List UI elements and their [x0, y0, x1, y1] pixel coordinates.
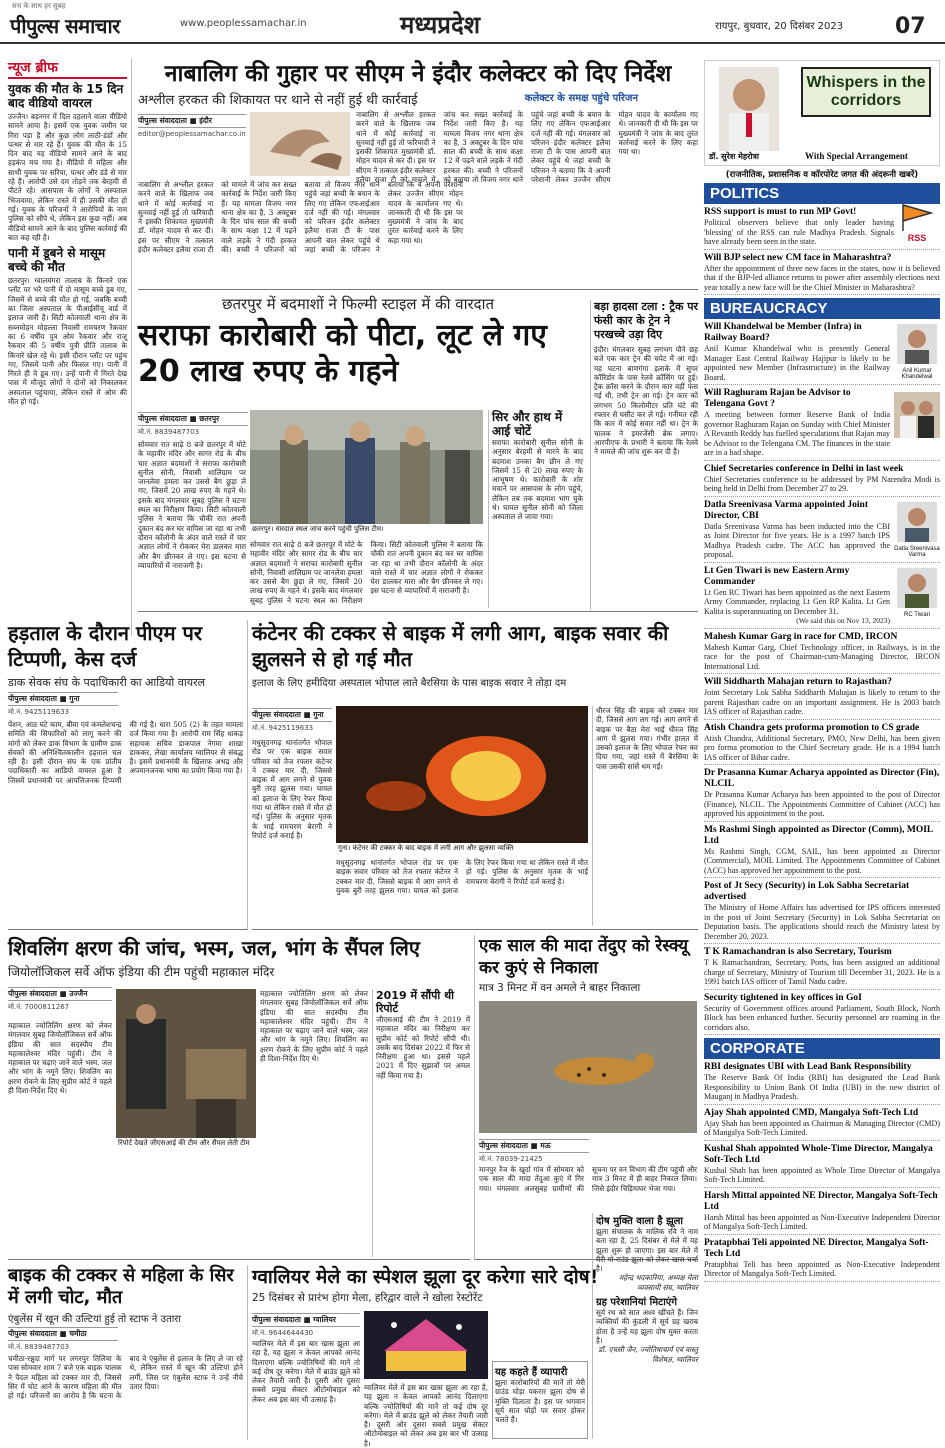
saffron-flag-icon — [899, 203, 935, 231]
article-leopard: एक साल की मादा तेंदुए को रेस्क्यू कर कुएं से निकाला मात्र 3 मिनट में वन अमले ने बाहर निकाला पीपुल्स संवाददाता ■ मऊ मो.नं. 78039-21425 मानपुर रेंज के खुर्दा गांव में सोमवार को एक साल की मादा तेंदुआ कुएं में गिर गया। मंगलवार अलसुबह ग्रामीणों की सूचना पर वन विभाग की टीम पहुंची और मात्र 3 मिनट में ही बाहर निकाल लिया। जिसे इंदौर चिड़ियाघर भेजा गया। — [474, 935, 698, 1260]
article-bike-woman: बाइक की टक्कर से महिला के सिर में लगी चोट, मौत एंबुलेंस में खून की उल्टियां हुई तो स्टाफ ने उतारा पीपुल्स संवाददाता ■ चमीठा मो.नं. 8839487703 चमीठा-रन्नुदा मार्ग पर लगरपुर तिलिया के पास सोमवार शाम 7 बजे एक बाइक चालक ने पैदल महिला को टक्कर मार दी, जिससे सिर में चोट आने के कारण महिला की मौत हो गई। परिजनों का आरोप है कि घटना के बाद वे एंबुलेंस से इलाज के लिए ले जा रहे थे, लेकिन रास्ते में खून की उल्टियां होने लगीं, जिस पर एंबुलेंस स्टाफ ने उन्हें नीचे उतार दिया। — [8, 1265, 248, 1440]
news-text: Chief Secretaries conference to be addressed by PM Narendra Modi is being held in Delhi from December 27 to 29. — [704, 474, 940, 493]
article-body: नाबालिग से अश्लील हरकत करने वाले के खिलाफ जब थाने में कोई कार्रवाई ना सुनवाई नहीं हुई तो फरियादी ने इसकी शिकायत मुख्यमंत्री डॉ. मोहन यादव से कर दी। इस पर सीएम ने तत्काल इंदौर कलेक्टर इलैया राजा टी को मामले में जांच कर सख्त कार्रवाई के निर्देश जारी किए हैं। यह मामला विजय नगर थाना क्षेत्र का है, 3 अक्टूबर के दिन पांच साल की बच्ची के साथ कक्षा 12 में पढ़ने वाले लड़के ने गंदी हरकत की। बच्ची ने परिजनों को बताया तो विजय नगर थाने पहुंचे जहां बच्ची के बयान के लिए गए लेकिन एफआईआर दर्ज नहीं की गई। मंगलवार को परिजन इंदौर कलेक्टर इलैया राजा टी के पास आपनी बात लेकर पहुंचे थे जहां बच्ची के परिजन ने बताया कि वे अपनी परेशानी लेकर उज्जैन सीएम मोहन यादव के कार्यालय गए थे। जानकारी दी थी कि इस पर मुख्यमंत्री ने जांच के बाद तुरंत कार्रवाई करने के लिए कहा गया था। — [138, 180, 463, 255]
news-headline[interactable]: RBI designates UBI with Lead Bank Responsibility — [704, 1062, 912, 1072]
news-text: Ajay Shah has been appointed as Chairman & Managing Director (CMD) of Mangalya Soft-Tech Limited. — [704, 1118, 940, 1137]
news-headline[interactable]: Dr Prasanna Kumar Acharya appointed as Director (Fin), NLCIL — [704, 768, 940, 789]
photo-label: RC Tiwari — [903, 611, 930, 618]
sidebar-headline[interactable]: 2019 में सौंपी थी रिपोर्ट — [376, 989, 454, 1015]
news-headline[interactable]: Security tightened in key offices in GoI — [704, 992, 862, 1003]
news-headline[interactable]: Ajay Shah appointed CMD, Mangalya Soft-Tech Ltd — [704, 1107, 919, 1118]
article-kicker: कलेक्टर के समक्ष पहुंचे परिजन — [524, 93, 638, 104]
leopard-photo-image — [479, 1001, 697, 1133]
news-headline[interactable]: Will Siddharth Mahajan return to Rajasthan? — [704, 677, 892, 687]
sidebar-text: झूला कारोबारियों की मानें तो मेरी ग्राउंड घोड़ा यकरार झूला दोष से मुक्ति दिलाता है। इस पर भगवान सूर्य सात घोड़ों पर सवार होकर चलते हैं। — [495, 1378, 585, 1425]
sidebar-text: सूर्य रथ को सात अश्व खींचते हैं। जिन व्यक्तियों की कुंडली में सूर्य ग्रह खराब होता है उन्हें यह झूला दोष मुक्त करता है। — [596, 1308, 698, 1345]
byline: पीपुल्स संवाददाता — [252, 1315, 301, 1324]
news-brief-label: न्यूज ब्रीफ — [8, 58, 127, 79]
article-shivling: शिवलिंग क्षरण की जांच, भस्म, जल, भांग के सैंपल लिए जियोलॉजिकल सर्वे ऑफ इंडिया की टीम पहुंची महाकाल मंदिर पीपुल्स संवाददाता ■ उज्जैन मो.नं. 7000811267 रिपोर्ट देखते जीएसआई की टीम और सैंपल लेती टीम महाकाल ज्योतिलिंग क्षरण को लेकर मंगलवार सुबह जियोलॉजिकल सर्वे ऑफ इंडिया की सात सदस्यीय टीम महाकालेश्वर मंदिर पहुंची। टीम ने महाकाल पर चढ़ाए जाने वाले भस्म, जल और भांग के नमूने लिए। शिवलिंग का क्षरण रोकने के लिए सुप्रीम कोर्ट ने पहले ही दिशा-निर्देश दिए थे। महाकाल ज्योतिलिंग क्षरण को लेकर मंगलवार सुबह जियोलॉजिकल सर्वे ऑफ इंडिया की सात सदस्यीय टीम महाकालेश्वर मंदिर पहुंची। टीम ने महाकाल पर चढ़ाए जाने वाले भस्म, जल और भांग के नमूने लिए। शिवलिंग का क्षरण रोकने के लिए सुप्रीम कोर्ट ने पहले ही दिशा-निर्देश दिए थे। 2019 में सौंपी थी रिपोर्ट जीएसआई की टीम ने 2019 में महाकाल मंदिर का निरीक्षण कर सुप्रीम कोर्ट को रिपोर्ट सौंपी थी। उसके बाद दिसंबर 2022 में फिर से निरीक्षण हुआ था। इससे पहले 2021 में दिए सुझावों पर अमल नहीं किया गया है। — [8, 935, 470, 1260]
news-text: Anil Kumar Khandelwal who is presently General Manager East Central Railway Hajipur is likely to be appointed new Member (Infrastructure) in the Railway Board. — [704, 344, 890, 382]
fire-accident-photo — [336, 706, 588, 854]
news-headline[interactable]: Will Khandelwal be Member (Infra) in Railway Board? — [704, 322, 862, 343]
byline: पीपुल्स संवाददाता — [479, 1141, 528, 1150]
article-body: मधुसूदनगढ़ थानांतर्गत भोपाल रोड पर एक बाइक सवार परिवार को तेज रफ्तार कंटेनर ने टक्कर मार दी, जिससे बाइक में आग लगने से युवक बुरी तरह झुलस गया। घायल को इलाज के लिए रेफर किया गया था लेकिन रास्ते में मौत हो गई। पुलिस के अनुसार मृतक के भाई रामचरण बेरागी ने रिपोर्ट दर्ज कराई है। — [252, 738, 332, 840]
news-text: The Ministry of Home Affairs has advertised for IPS officers interested in the post of Joint Secretary (Security) in Lok Sabha Secretariat on Deputation basis. The applications should reach the Ministry latest by December 20, 2023. — [704, 903, 940, 941]
article-headline[interactable]: ग्वालियर मेले का स्पेशल झूला दूर करेगा सारे दोष! — [252, 1266, 599, 1288]
article-subhead: जियोलॉजिकल सर्वे ऑफ इंडिया की टीम पहुंची महाकाल मंदिर — [8, 965, 275, 979]
fire-photo-image — [336, 706, 588, 854]
leopard-rescue-photo — [479, 1001, 697, 1133]
news-text: T K Ramachandran, Secretary, Ports, has been assigned an additional charge of Secretary, Ministry of Tourism till December 31, 2023. He is a 1991 batch IAS officer of Tamil Nadu cadre. — [704, 958, 940, 986]
meeting-photo — [894, 392, 940, 438]
byline: पीपुल्स संवाददाता — [8, 1329, 57, 1338]
quote-author: डॉ. एचसी जैन, ज्योतिषाचार्य एवं वास्तु विशेषज्ञ, ग्वालियर — [598, 1345, 698, 1364]
news-headline[interactable]: RSS support is must to run MP Govt! — [704, 207, 857, 217]
article-body-continued: महाकाल ज्योतिलिंग क्षरण को लेकर मंगलवार सुबह जियोलॉजिकल सर्वे ऑफ इंडिया की सात सदस्यीय टीम महाकालेश्वर मंदिर पहुंची। टीम ने महाकाल पर चढ़ाए जाने वाले भस्म, जल और भांग के नमूने लिए। शिवलिंग का क्षरण रोकने के लिए सुप्रीम कोर्ट ने पहले ही दिशा-निर्देश दिए थे। — [260, 989, 368, 1064]
article-kicker: छतरपुर में बदमाशों ने फिल्मी स्टाइल में की वारदात — [221, 295, 495, 313]
news-text: Political observers believe that only leader having 'blessing' of the RSS can rule Madhya Pradesh. Signals have already been seen in the state. — [704, 218, 894, 246]
news-headline[interactable]: Post of Jt Secy (Security) in Lok Sabha Secretariat advertised — [704, 881, 910, 902]
news-headline[interactable]: Will BJP select new CM face in Maharashtra? — [704, 252, 892, 263]
newspaper-logo[interactable]: पीपुल्स समाचार — [10, 14, 120, 38]
news-text: Kushal Shah has been appointed as Whole Time Director of Mangalya Soft-Tech Limited. — [704, 1165, 940, 1184]
inspection-photo-image — [116, 989, 256, 1149]
byline-place: चमीठा — [69, 1329, 87, 1338]
news-text: A meeting between former Reserve Bank of India governor Raghuram Rajan on Sunday with Chief Minister A Revanth Reddy has fuelled speculations that Rajan may be Advisor to the Telengana CM. The finances in the state are in a bad shape. — [704, 410, 890, 457]
article-chhatarpur: छतरपुर में बदमाशों ने फिल्मी स्टाइल में की वारदात सराफा कारोबारी को पीटा, लूट ले गए 20 लाख रुपए के गहने पीपुल्स संवाददाता ■ छतरपुर मो.नं. 8839487703 छतरपुर। वारदात स्थल जांच करने पहुंची पुलिस टीम। सोमवार रात साढ़े 8 बजे छतरपुर में मोटे के महावीर मंदिर और सागर रोड के बीच चार अज्ञात बदमाशों ने सराफा कारोबारी सुनील सोनी, निवासी शालिग्राम पर जानलेवा हमला कर उससे बैग छुड़ा ले गए, जिसमें 20 लाख रुपए के गहने थे। इसके बाद मंगलवार सुबह पुलिस ने घटना स्थल का निरीक्षण किया। सिटी कोतवाली पुलिस ने बताया कि चौकी रात अपनी दुकान बंद कर घर वापिस जा रहा था तभी दौरान कॉलोनी के अंदर वाले रास्ते में चार अज्ञात लोगों ने रोककर घेरा डालकर मारा और बैग छीनकर ले गए। इस घटना से व्यापारियों में नाराजगी है। सोमवार रात साढ़े 8 बजे छतरपुर में मोटे के महावीर मंदिर और सागर रोड के बीच चार अज्ञात बदमाशों ने सराफा कारोबारी सुनील सोनी, निवासी शालिग्राम पर जानलेवा हमला कर उससे बैग छुड़ा ले गए, जिसमें 20 लाख रुपए के गहने थे। इसके बाद मंगलवार सुबह पुलिस ने घटना स्थल का निरीक्षण किया। सिटी कोतवाली पुलिस ने बताया कि चौकी रात अपनी दुकान बंद कर घर वापिस जा रहा था तभी दौरान कॉलोनी के अंदर वाले रास्ते में चार अज्ञात लोगों ने रोककर घेरा डालकर मारा और बैग छीनकर ले गए। इस घटना से व्यापारियों में नाराजगी है। सिर और हाथ में आई चोटें सराफा कारोबारी सुनील सोनी के अनुसार बेरहमी से मारने के बाद बदमाश उनका बैग छीन ले गए जिसमें 15 से 20 लाख रुपए के आभूषण थे। कारोबारी के शोर मचाने पर आसपास के लोग पहुंचे, लेकिन तब तक बदमाश भाग चुके थे। घायल सुनील सोनी को जिला अस्पताल ले जाया गया। — [138, 292, 698, 612]
news-headline[interactable]: Pratapbhai Teli appointed NE Director, Mangalya Soft-Tech Ltd — [704, 1237, 929, 1259]
fair-ride-photo — [364, 1311, 488, 1379]
news-text: Dr Prasanna Kumar Acharya has been appointed to the post of Director (Finance), NLCIL. The Appointments Committee of Cabinet (ACC) has approved his appointment to the post. — [704, 790, 940, 818]
news-brief-column — [8, 58, 132, 636]
sidebar-headline[interactable]: यह कहते हैं व्यापारी — [495, 1367, 568, 1378]
sidebar-strap: (राजनीतिक, प्रशासनिक व कॉरपोरेट जगत की अंदरूनी खबरें) — [725, 170, 919, 180]
sidebar-headline[interactable]: दोष मुक्ति वाला है झूला — [596, 1216, 683, 1227]
sidebar-headline[interactable]: सिर और हाथ में आई चोटें — [492, 410, 563, 438]
article-headline[interactable]: हड़ताल के दौरान पीएम पर टिप्पणी, केस दर्ज — [8, 621, 203, 671]
byline-place: गुना — [313, 710, 324, 719]
news-text: Pratapbhai Teli has been appointed as Non-Executive Independent Director of Mangalya Soft-Tech Limited. — [704, 1259, 940, 1278]
byline: पीपुल्स संवाददाता — [8, 989, 57, 998]
article-headline[interactable]: बाइक की टक्कर से महिला के सिर में लगी चोट, मौत — [8, 1265, 234, 1308]
byline-mobile: मो.नं. 9425119633 — [252, 724, 314, 732]
photo-caption: गुना। कंटेनर की टक्कर के बाद बाइक में लगी आग और झुलसा व्यक्ति — [336, 843, 588, 854]
website-link[interactable]: www.peoplessamachar.in — [180, 18, 307, 29]
byline-mobile: मो.नं. 8839487703 — [138, 428, 200, 436]
news-text: Datla Sreenivasa Varma has been inducted into the CBI as Joint Director for five years. He is a 1997 batch IPS Madhya Pradesh cadre. The ACC has approved the proposal. — [704, 521, 890, 559]
photo-caption: छतरपुर। वारदात स्थल जांच करने पहुंची पुलिस टीम। — [250, 524, 483, 535]
article-headline[interactable]: एक साल की मादा तेंदुए को रेस्क्यू कर कुएं से निकाला — [479, 936, 688, 978]
news-text: Atish Chandra, Additional Secretary, PMO, New Delhi, has been given pro forma promotion to the Chief Secretary grade. He is a 1994 batch IAS officer of Bihar cadre. — [704, 733, 940, 762]
article-subhead: अश्लील हरकत की शिकायत पर थाने से नहीं हुई थी कार्रवाई — [138, 93, 418, 108]
article-body-continued: नाबालिग से अश्लील हरकत करने वाले के खिलाफ जब थाने में कोई कार्रवाई ना सुनवाई नहीं हुई तो फरियादी ने इसकी शिकायत मुख्यमंत्री डॉ. मोहन यादव से कर दी। इस पर सीएम ने तत्काल इंदौर कलेक्टर इलैया राजा टी को मामले में जांच कर सख्त कार्रवाई के निर्देश जारी किए हैं। यह मामला विजय नगर थाना क्षेत्र का है, 3 अक्टूबर के दिन पांच साल की बच्ची के साथ कक्षा 12 में पढ़ने वाले लड़के ने गंदी हरकत की। बच्ची ने परिजनों को बताया तो विजय नगर थाने पहुंचे जहां बच्ची के बयान के लिए गए लेकिन एफआईआर दर्ज नहीं की गई। मंगलवार को परिजन इंदौर कलेक्टर इलैया राजा टी के पास आपनी बात लेकर पहुंचे थे जहां बच्ची के परिजन ने बताया कि वे अपनी परेशानी लेकर उज्जैन सीएम मोहन यादव के कार्यालय गए थे। जानकारी दी थी कि इस पर मुख्यमंत्री ने जांच के बाद तुरंत कार्रवाई करने के लिए कहा गया था। — [356, 110, 698, 185]
dateline: रायपुर, बुधवार, 20 दिसंबर 2023 — [715, 21, 844, 32]
brief-headline[interactable]: युवक की मौत के 15 दिन बाद वीडियो वायरल — [8, 82, 124, 110]
byline-mobile: मो.नं. 9644644430 — [252, 1329, 314, 1337]
article-train — [590, 300, 698, 610]
quote-author: महेन्द्र भदकारिया, अध्यक्ष मेला व्यवसायी संघ, ग्वालियर — [619, 1273, 698, 1292]
article-body-side: धीरज सिंह की बाइक को टक्कर मार दी, जिससे आग लग गई। आग लगने से बाइक पर बैठा मेरा भाई धीरज सिंह आग में झुलस गया। गंभीर हालत में उसको इलाज के लिए भोपाल रेफर कर दिया गया, जहां रास्ते में बैरसिया के पास उसकी सांसें थम गईं। — [592, 706, 698, 926]
news-text: Security of Government offices around Parliament, South Block, North Block has been enhanced further. Security personnel are roaming in the corridors also. — [704, 1003, 940, 1032]
arrangement-note: With Special Arrangement — [805, 151, 908, 161]
police-photo-image — [250, 410, 483, 535]
masthead — [0, 0, 945, 44]
news-text: Joint Secretary Lok Sabha Siddharth Mahajan is likely to return to the parent Rajasthan cadre on an important assignment. He is 2003 batch IAS officer of Rajasthan cadre. — [704, 688, 940, 716]
whispers-banner — [704, 60, 940, 166]
article-headline[interactable]: नाबालिग की गुहार पर सीएम ने इंदौर कलेक्टर को दिए निर्देश — [164, 61, 672, 87]
brief-text: उज्जैन। बड़नगर में दिल दहलाने वाला वीडियो सामने आया है। इसमें एक युवक जमीन पर गिरा पड़ा है और कुछ लोग लाठी-डंडों और पत्थर से मार रहे हैं। युवक की मौत के 15 दिन बाद यह वीडियो सामने आने के बाद हड़कंप मच गया है। वीडियो में महिला और साथी युवक पर सरिया, पत्थर और डंडे से मार रहे हैं। आरोपी उसे दम तोड़ने तक बेरहमी से पीटते रहे। आसपास के लोगों ने अस्पताल भिजवाया, लेकिन रास्ते में ही उसकी मौत हो गई। युवक के परिजनों ने आरोपियों के नाम पुलिस को सौंपे थे, लेकिन इस कुछ नहीं। अब वीडियो सामने आने के बाद पुलिस कार्रवाई की बात कह रही है। — [8, 112, 127, 242]
section-title: मध्यप्रदेश — [400, 10, 481, 39]
sidebar-text: झूला संचालक के मालिक रवि ने नाम बता रहा है, 25 दिसंबर से मेले में यह झूला शुरू हो जाएगा। इस बार मेले में मैरी गो-राउंड झूला को लेकर खास चर्चा है। — [596, 1227, 698, 1274]
person-portrait — [897, 568, 937, 608]
article-body: चमीठा-रन्नुदा मार्ग पर लगरपुर तिलिया के पास सोमवार शाम 7 बजे एक बाइक चालक ने पैदल महिला को टक्कर मार दी, जिससे सिर में चोट आने के कारण महिला की मौत हो गई। परिजनों का आरोप है कि घटना के बाद वे एंबुलेंस से इलाज के लिए ले जा रहे थे, लेकिन रास्ते में खून की उल्टियां होने लगीं, जिस पर एंबुलेंस स्टाफ ने उन्हें नीचे उतार दिया। — [8, 1354, 243, 1401]
article-subhead: मात्र 3 मिनट में वन अमले ने बाहर निकाला — [479, 982, 641, 994]
news-headline[interactable]: Atish Chandra gets proforma promotion to CS grade — [704, 722, 920, 733]
news-text: Lt Gen RC Tiwari has been appointed as the next Eastern Army Commander, replacing Lt Gen RP Kalita. Lt Gen Kalita is superannuating on December 31. — [704, 587, 890, 616]
article-subhead: एंबुलेंस में खून की उल्टियां हुई तो स्टाफ ने उतारा — [8, 1314, 181, 1325]
article-body: महाकाल ज्योतिलिंग क्षरण को लेकर मंगलवार सुबह जियोलॉजिकल सर्वे ऑफ इंडिया की सात सदस्यीय टीम महाकालेश्वर मंदिर पहुंची। टीम ने महाकाल पर चढ़ाए जाने वाले भस्म, जल और भांग के नमूने लिए। शिवलिंग का क्षरण रोकने के लिए सुप्रीम कोर्ट ने पहले ही दिशा-निर्देश दिए थे। — [8, 1021, 112, 1096]
news-headline[interactable]: Ms Rashmi Singh appointed as Director (Comm), MOIL Ltd — [704, 824, 933, 846]
temple-inspection-photo — [116, 989, 256, 1149]
brief-headline[interactable]: पानी में डूबने से मासूम बच्चे की मौत — [8, 246, 106, 275]
news-text: Ms Rashmi Singh, CGM, SAIL, has been appointed as Director (Commercial), MOIL Limited. The Appointments Committee of Cabinet (ACC) has approved her appointment to the post. — [704, 846, 940, 875]
sidebar-text: सराफा कारोबारी सुनील सोनी के अनुसार बेरहमी से मारने के बाद बदमाश उनका बैग छीन ले गए जिसमें 15 से 20 लाख रुपए के आभूषण थे। कारोबारी के शोर मचाने पर आसपास के लोग पहुंचे, लेकिन तब तक बदमाश भाग चुके थे। घायल सुनील सोनी को जिला अस्पताल ले जाया गया। — [492, 438, 583, 522]
news-headline[interactable]: Will Raghuram Rajan be Advisor to Telengana Govt ? — [704, 388, 851, 409]
news-headline[interactable]: Datla Sreenivasa Varma appointed Joint Director, CBI — [704, 499, 868, 521]
news-headline[interactable]: Kushal Shah appointed Whole-Time Director, Mangalya Soft-Tech Ltd — [704, 1143, 933, 1165]
person-portrait — [897, 502, 937, 542]
sidebar-headline[interactable]: ग्रह परेशानियां मिटाएंगे — [596, 1297, 677, 1309]
photo-caption: रिपोर्ट देखते जीएसआई की टीम और सैंपल लेती टीम — [116, 1138, 256, 1149]
politics-header: POLITICS — [704, 183, 940, 204]
byline: पीपुल्स संवाददाता — [8, 694, 57, 703]
byline-place: उज्जैन — [69, 989, 88, 998]
article-strike: हड़ताल के दौरान पीएम पर टिप्पणी, केस दर्ज डाक सेवक संघ के पदाधिकारी का आडियो वायरल पीपुल्स संवाददाता ■ गुना मो.नं. 9425119633 पेंशन, आठ घंटे काम, बीमा एवं कमलेशचन्द्र समिति की सिफारिशों को लागू करने की मांगों को लेकर डाक विभाग के ग्रामीण डाक सेवकों की अनिश्चितकालीन हड़ताल चल रही है। इसी दौरान संघ के एक प्रांतीय पदाधिकारी का आडियो वायरल हुआ है जिसमें प्रधानमंत्री पर आपत्तिजनक टिप्पणी की गई है। धारा 505 (2) के तहत मामला दर्ज किया गया है। आरोपी राम सिंह धाकड़ सहायक सचिव डाकपाल नेगमा शाखा डाककर, लेखा कार्यालय ग्वालियर से संबद्ध है। इसमें प्रधानमंत्री के खिलाफ अभद्र और अपमानजनक भाषा का प्रयोग किया गया है। — [8, 620, 248, 930]
byline-place: इंदौर — [199, 116, 212, 125]
article-body: इंदौर। मंगलवार सुबह लगभग पौने छह बजे एक कार ट्रेन की चपेट में आ गई। यह घटना बाणगंगा इलाके में सुपर कॉरिडोर के पास रेलवे क्रॉसिंग पर हुई। ट्रैक क्रॉस करने के दौरान कार वहीं फंस गई थी, तभी ट्रेन आ गई। ट्रेन कार को लगभग 50 किलोमीटर प्रति घंटे की रफ्तार से घसीट कर ले गई। गनीमत रही कि कार में कोई सवार नहीं था। ट्रेन के चालक ने इमरजेंसी ब्रेक लगाए। आरपीएफ के प्रभारी ने बताया कि रेलवे ने मामले की जांच शुरू कर दी है। — [594, 345, 698, 457]
rss-label: RSS — [907, 233, 927, 243]
whispers-sidebar — [704, 60, 940, 1440]
whispers-title: Whispers in the corridors — [801, 67, 931, 117]
byline-place: गुना — [69, 694, 80, 703]
photo-label: Anil Kumar Khandelwal — [901, 368, 933, 380]
article-headline[interactable]: शिवलिंग क्षरण की जांच, भस्म, जल, भांग के सैंपल लिए — [8, 936, 420, 960]
byline: पीपुल्स संवाददाता — [252, 710, 301, 719]
police-team-photo — [250, 410, 483, 535]
news-note: (We said this on Nov 13, 2023) — [796, 616, 890, 625]
article-gwalior-fair: ग्वालियर मेले का स्पेशल झूला दूर करेगा सारे दोष! 25 दिसंबर से प्रारंभ होगा मेला, हरिद्वार वाले ने खोला रेस्टोरेंट पीपुल्स संवाददाता ■ ग्वालियर मो.नं. 9644644430 ग्वालियर मेले में इस बार खास झूला आ रहा है, यह झूला न केवल आपको आनंद दिलाएगा बल्कि ज्योतिषियों की मानें तो कई दोष दूर करेगा। मेले में ब्राउंड झूले को लेकर तैयारी जारी है। दूसरी ओर दूसरा सबसे प्रमुख सेक्टर ऑटोमोबाइल को लेकर अब इस बार भी उत्साह है। ग्वालियर मेले में इस बार खास झूला आ रहा है, यह झूला न केवल आपको आनंद दिलाएगा बल्कि ज्योतिषियों की मानें तो कई दोष दूर करेगा। मेले में ब्राउंड झूले को लेकर तैयारी जारी है। दूसरी ओर दूसरा सबसे प्रमुख सेक्टर ऑटोमोबाइल को लेकर अब इस बार भी उत्साह है। यह कहते हैं व्यापारी झूला कारोबारियों की मानें तो मेरी ग्राउंड घोड़ा यकरार झूला दोष से मुक्ति दिलाता है। इस पर भगवान सूर्य सात घोड़ों पर सवार होकर चलते हैं। दोष मुक्ति वाला है झूला झूला संचालक के मालिक रवि ने नाम बता रहा है, 25 दिसंबर से मेले में यह झूला शुरू हो जाएगा। इस बार मेले में मैरी गो-राउंड झूला को लेकर खास चर्चा है। महेन्द्र भदकारिया, अध्यक्ष मेला व्यवसायी संघ, ग्वालियर ग्रह परेशानियां मिटाएंगे सूर्य रथ को सात अश्व खींचते हैं। जिन व्यक्तियों की कुंडली में सूर्य ग्रह खराब होता है उन्हें यह झूला दोष मुक्त करता है। डॉ. एचसी जैन, ज्योतिषाचार्य एवं वास्तु विशेषज्ञ, ग्वालियर — [252, 1265, 698, 1440]
byline-mobile: मो.नं. 9425119633 — [8, 708, 70, 716]
article-body: ग्वालियर मेले में इस बार खास झूला आ रहा है, यह झूला न केवल आपको आनंद दिलाएगा बल्कि ज्योतिषियों की मानें तो कई दोष दूर करेगा। मेले में ब्राउंड झूले को लेकर तैयारी जारी है। दूसरी ओर दूसरा सबसे प्रमुख सेक्टर ऑटोमोबाइल को लेकर अब इस बार भी उत्साह है। — [252, 1339, 360, 1404]
byline: पीपुल्स संवाददाता — [138, 116, 187, 125]
byline: पीपुल्स संवाददाता — [138, 414, 187, 423]
article-headline[interactable]: कंटेनर की टक्कर से बाइक में लगी आग, बाइक सवार की झुलसने से हो गई मौत — [252, 621, 669, 671]
article-indore: नाबालिग की गुहार पर सीएम ने इंदौर कलेक्टर को दिए निर्देश अश्लील हरकत की शिकायत पर थाने से नहीं हुई थी कार्रवाई कलेक्टर के समक्ष पहुंचे परिजन पीपुल्स संवाददाता ■ इंदौर editor@peoplessamachar.co.in नाबालिग से अश्लील हरकत करने वाले के खिलाफ जब थाने में कोई कार्रवाई ना सुनवाई नहीं हुई तो फरियादी ने इसकी शिकायत मुख्यमंत्री डॉ. मोहन यादव से कर दी। इस पर सीएम ने तत्काल इंदौर कलेक्टर इलैया राजा टी को मामले में जांच कर सख्त कार्रवाई के निर्देश जारी किए हैं। यह मामला विजय नगर थाना क्षेत्र का है, 3 अक्टूबर के दिन पांच साल की बच्ची के साथ कक्षा 12 में पढ़ने वाले लड़के ने गंदी हरकत की। बच्ची ने परिजनों को बताया तो विजय नगर थाने पहुंचे जहां बच्ची के बयान के लिए गए लेकिन एफआईआर दर्ज नहीं की गई। मंगलवार को परिजन इंदौर कलेक्टर इलैया राजा टी के पास आपनी बात लेकर पहुंचे थे जहां बच्ची के परिजन ने बताया कि वे अपनी परेशानी लेकर उज्जैन सीएम मोहन यादव के कार्यालय गए थे। जानकारी दी थी कि इस पर मुख्यमंत्री ने जांच के बाद तुरंत कार्रवाई करने के लिए कहा गया था। नाबालिग से अश्लील हरकत करने वाले के खिलाफ जब थाने में कोई कार्रवाई ना सुनवाई नहीं हुई तो फरियादी ने इसकी शिकायत मुख्यमंत्री डॉ. मोहन यादव से कर दी। इस पर सीएम ने तत्काल इंदौर कलेक्टर इलैया राजा टी को मामले में जांच कर सख्त कार्रवाई के निर्देश जारी किए हैं। यह मामला विजय नगर थाना क्षेत्र का है, 3 अक्टूबर के दिन पांच साल की बच्ची के साथ कक्षा 12 में पढ़ने वाले लड़के ने गंदी हरकत की। बच्ची ने परिजनों को बताया तो विजय नगर थाने पहुंचे जहां बच्ची के बयान के लिए गए लेकिन एफआईआर दर्ज नहीं की गई। मंगलवार को परिजन इंदौर कलेक्टर इलैया राजा टी के पास आपनी बात लेकर पहुंचे थे जहां बच्ची के परिजन ने बताया कि वे अपनी परेशानी लेकर उज्जैन सीएम मोहन यादव के कार्यालय गए थे। जानकारी दी थी कि इस पर मुख्यमंत्री ने जांच के बाद तुरंत कार्रवाई करने के लिए कहा गया था। — [138, 60, 698, 290]
rss-flag-icon — [896, 203, 938, 245]
news-headline[interactable]: Harsh Mittal appointed NE Director, Mangalya Soft-Tech Ltd — [704, 1190, 938, 1212]
article-subhead: 25 दिसंबर से प्रारंभ होगा मेला, हरिद्वार वाले ने खोला रेस्टोरेंट — [252, 1292, 483, 1304]
news-headline[interactable]: Lt Gen Tiwari is new Eastern Army Commander — [704, 565, 850, 587]
news-text: After the appointment of three new faces in the states, now it is believed that if the BJP-led alliance returns to power after assembly elections next year totally a new face will be the Chief Minister in Maharashtra? — [704, 263, 940, 292]
byline-mobile: मो.नं. 78039-21425 — [479, 1155, 543, 1163]
article-body: पेंशन, आठ घंटे काम, बीमा एवं कमलेशचन्द्र समिति की सिफारिशों को लागू करने की मांगों को लेकर डाक विभाग के ग्रामीण डाक सेवकों की अनिश्चितकालीन हड़ताल चल रही है। इसी दौरान संघ के एक प्रांतीय पदाधिकारी का आडियो वायरल हुआ है जिसमें प्रधानमंत्री पर आपत्तिजनक टिप्पणी की गई है। धारा 505 (2) के तहत मामला दर्ज किया गया है। आरोपी राम सिंह धाकड़ सहायक सचिव डाकपाल नेगमा शाखा डाककर, लेखा कार्यालय ग्वालियर से संबद्ध है। इसमें प्रधानमंत्री के खिलाफ अभद्र और अपमानजनक भाषा का प्रयोग किया गया है। — [8, 720, 243, 785]
news-headline[interactable]: T K Ramachandran is also Secretary, Tourism — [704, 947, 892, 957]
article-subhead: डाक सेवक संघ के पदाधिकारी का आडियो वायरल — [8, 676, 206, 689]
byline-mobile: मो.नं. 7000811267 — [8, 1003, 70, 1011]
article-body-continued: मधुसूदनगढ़ थानांतर्गत भोपाल रोड पर एक बाइक सवार परिवार को तेज रफ्तार कंटेनर ने टक्कर मार दी, जिससे बाइक में आग लगने से युवक बुरी तरह झुलस गया। घायल को इलाज के लिए रेफर किया गया था लेकिन रास्ते में मौत हो गई। पुलिस के अनुसार मृतक के भाई रामचरण बेरागी ने रिपोर्ट दर्ज कराई है। — [336, 858, 588, 895]
person-portrait — [897, 324, 937, 364]
corporate-header: CORPORATE — [704, 1038, 940, 1059]
byline-place: मऊ — [540, 1141, 551, 1150]
news-headline[interactable]: Chief Secretaries conference in Delhi in last week — [704, 463, 904, 474]
news-text: The Reserve Bank Of India (RBI) has designated the Lead Bank Responsibility to Union Bank Of India (UBI) in the new district of Mauganj in Madhya Pradesh. — [704, 1073, 940, 1101]
article-body-continued: सोमवार रात साढ़े 8 बजे छतरपुर में मोटे के महावीर मंदिर और सागर रोड के बीच चार अज्ञात बदमाशों ने सराफा कारोबारी सुनील सोनी, निवासी शालिग्राम पर जानलेवा हमला कर उससे बैग छुड़ा ले गए, जिसमें 20 लाख रुपए के गहने थे। इसके बाद मंगलवार सुबह पुलिस ने घटना स्थल का निरीक्षण किया। सिटी कोतवाली पुलिस ने बताया कि चौकी रात अपनी दुकान बंद कर घर वापिस जा रहा था तभी दौरान कॉलोनी के अंदर वाले रास्ते में चार अज्ञात लोगों ने रोककर घेरा डालकर मारा और बैग छीनकर ले गए। इस घटना से व्यापारियों में नाराजगी है। — [250, 540, 483, 605]
harassment-illustration — [250, 112, 350, 176]
article-body: सोमवार रात साढ़े 8 बजे छतरपुर में मोटे के महावीर मंदिर और सागर रोड के बीच चार अज्ञात बदमाशों ने सराफा कारोबारी सुनील सोनी, निवासी शालिग्राम पर जानलेवा हमला कर उससे बैग छुड़ा ले गए, जिसमें 20 लाख रुपए के गहने थे। इसके बाद मंगलवार सुबह पुलिस ने घटना स्थल का निरीक्षण किया। सिटी कोतवाली पुलिस ने बताया कि चौकी रात अपनी दुकान बंद कर घर वापिस जा रहा था तभी दौरान कॉलोनी के अंदर वाले रास्ते में चार अज्ञात लोगों ने रोककर घेरा डालकर मारा और बैग छीनकर ले गए। इस घटना से व्यापारियों में नाराजगी है। — [138, 440, 246, 570]
byline-email[interactable]: editor@peoplessamachar.co.in — [138, 130, 246, 138]
byline-place: छतरपुर — [199, 414, 220, 423]
article-body-continued: ग्वालियर मेले में इस बार खास झूला आ रहा है, यह झूला न केवल आपको आनंद दिलाएगा बल्कि ज्योतिषियों की मानें तो कई दोष दूर करेगा। मेले में ब्राउंड झूले को लेकर तैयारी जारी है। दूसरी ओर दूसरा सबसे प्रमुख सेक्टर ऑटोमोबाइल को लेकर अब इस बार भी उत्साह है। — [364, 1383, 488, 1448]
news-text: Mahesh Kumar Garg, Chief Technology officer, in Railways, is in the race for the post of Chairman-cum-Managing Director, IRCON International Ltd. — [704, 642, 940, 671]
byline-place: ग्वालियर — [313, 1315, 336, 1324]
news-text: Harsh Mittal has been appointed as Non-Executive Independent Director of Mangalya Soft-Tech Limited. — [704, 1212, 940, 1231]
hand-illustration-icon — [250, 112, 350, 176]
brief-text: छतरपुर। ग्वालमंगरा तालाब के किनारे एक प्लॉट पर भरे पानी में दो मासूम बच्चे डूब गए, जिसमें से बच्चे की मौत हो गई, जबकि बच्ची का जिला अस्पताल के पीआईसीयू वार्ड में इलाज जारी है। सिटी कोतवाली थाना क्षेत्र के सब्नमोहन मोहल्ला निवासी रामचरण रैकवार का 6 वर्षीय पुत्र ओम रैकवार और राजू रैकवार की 5 वर्षीय पुत्री प्रीति तालाब के किनारे खेल रहे थे। इसी दौरान प्लॉट पर पहुंच गए, जिसमें पानी और फिसल गए। पानी में गिरते ही वे डूब गए। उन्हें पानी में गिरते देख पास में मौजूद लोगों ने दोनों को निकालकर अस्पताल पहुंचाया, लेकिन रास्ते में ओम की मौत हो गई। — [8, 276, 127, 407]
sidebar-text: जीएसआई की टीम ने 2019 में महाकाल मंदिर का निरीक्षण कर सुप्रीम कोर्ट को रिपोर्ट सौंपी थी। उसके बाद दिसंबर 2022 में फिर से निरीक्षण हुआ था। इससे पहले 2021 में दिए सुझावों पर अमल नहीं किया गया है। — [376, 1015, 470, 1080]
page-number: 07 — [895, 14, 926, 39]
columnist-name: डॉ. सुरेश मेहरोत्रा — [709, 152, 759, 161]
photo-label: Datla Sreenivasa Varma — [894, 545, 940, 558]
article-headline[interactable]: सराफा कारोबारी को पीटा, लूट ले गए 20 लाख रुपए के गहने — [138, 318, 547, 389]
carousel-photo-image — [364, 1311, 488, 1379]
columnist-portrait — [719, 67, 779, 151]
article-subhead: इलाज के लिए हमीदिया अस्पताल भोपाल लाते बैरसिया के पास बाइक सवार ने तोड़ा दम — [252, 678, 567, 689]
article-headline[interactable]: बड़ा हादसा टला : ट्रैक पर फंसी कार के ट्रेन ने परखच्चे उड़ा दिए — [594, 300, 698, 341]
article-body: मानपुर रेंज के खुर्दा गांव में सोमवार को एक साल की मादा तेंदुआ कुएं में गिर गया। मंगलवार अलसुबह ग्रामीणों की सूचना पर वन विभाग की टीम पहुंची और मात्र 3 मिनट में ही बाहर निकाल लिया। जिसे इंदौर चिड़ियाघर भेजा गया। — [479, 1165, 697, 1193]
bureaucracy-header: BUREAUCRACY — [704, 298, 940, 319]
news-headline[interactable]: Mahesh Kumar Garg in race for CMD, IRCON — [704, 631, 898, 642]
article-container-accident: कंटेनर की टक्कर से बाइक में लगी आग, बाइक सवार की झुलसने से हो गई मौत इलाज के लिए हमीदिया अस्पताल भोपाल लाते बैरसिया के पास बाइक सवार ने तोड़ा दम पीपुल्स संवाददाता ■ गुना मो.नं. 9425119633 गुना। कंटेनर की टक्कर के बाद बाइक में लगी आग और झुलसा व्यक्ति मधुसूदनगढ़ थानांतर्गत भोपाल रोड पर एक बाइक सवार परिवार को तेज रफ्तार कंटेनर ने टक्कर मार दी, जिससे बाइक में आग लगने से युवक बुरी तरह झुलस गया। घायल को इलाज के लिए रेफर किया गया था लेकिन रास्ते में मौत हो गई। पुलिस के अनुसार मृतक के भाई रामचरण बेरागी ने रिपोर्ट दर्ज कराई है। मधुसूदनगढ़ थानांतर्गत भोपाल रोड पर एक बाइक सवार परिवार को तेज रफ्तार कंटेनर ने टक्कर मार दी, जिससे बाइक में आग लगने से युवक बुरी तरह झुलस गया। घायल को इलाज के लिए रेफर किया गया था लेकिन रास्ते में मौत हो गई। पुलिस के अनुसार मृतक के भाई रामचरण बेरागी ने रिपोर्ट दर्ज कराई है। धीरज सिंह की बाइक को टक्कर मार दी, जिससे आग लग गई। आग लगने से बाइक पर बैठा मेरा भाई धीरज सिंह आग में झुलस गया। गंभीर हालत में उसको इलाज के लिए भोपाल रेफर कर दिया गया, जहां रास्ते में बैरसिया के पास उसकी सांसें थम गईं। — [252, 620, 698, 930]
byline-mobile: मो.नं. 8839487703 — [8, 1343, 70, 1351]
logo-tagline: सच के साथ हर सुबह — [12, 2, 66, 10]
